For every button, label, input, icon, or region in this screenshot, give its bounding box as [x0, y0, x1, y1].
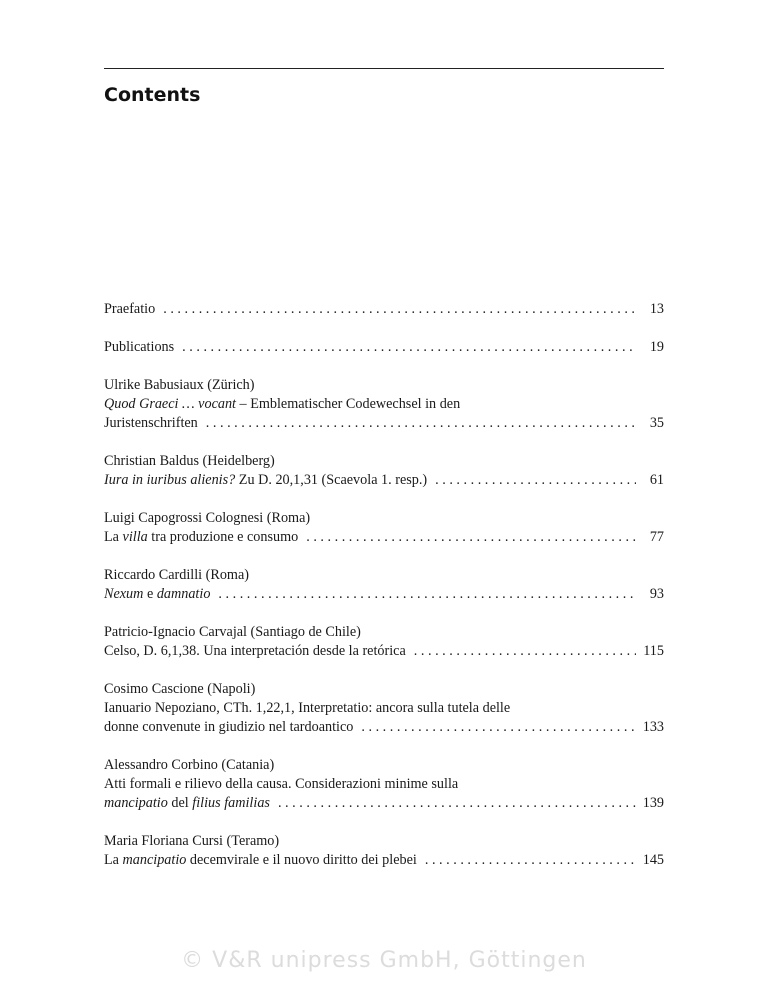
toc-title-line [104, 300, 664, 319]
dot-leader [361, 718, 636, 737]
italic-title-part: filius familias [192, 795, 270, 811]
toc-entry[interactable] [104, 338, 664, 357]
toc-page-number: 19 [649, 339, 664, 355]
dot-leader [306, 528, 636, 547]
toc-entry[interactable] [104, 623, 664, 661]
title-part: Zu D. 20,1,31 (Scaevola 1. resp.) [235, 472, 428, 488]
toc-title-line [104, 699, 664, 718]
dot-leader [206, 414, 636, 433]
toc-title [104, 338, 174, 357]
toc-page-number: 77 [649, 529, 664, 545]
toc-title [104, 642, 406, 661]
toc-page-number: 145 [642, 852, 664, 868]
title-part: Celso, D. 6,1,38. Una interpretación desde la retórica [104, 643, 406, 659]
title-part: decemvirale e il nuovo diritto dei plebei [186, 852, 417, 868]
title-part: – Emblematischer Codewechsel in den [236, 396, 461, 412]
toc-title-line [104, 395, 664, 414]
toc-title-line [104, 642, 664, 661]
title-part: Publications [104, 339, 175, 355]
dot-leader [435, 471, 636, 490]
toc-page-number: 93 [649, 586, 664, 602]
title-part: Juristenschriften [104, 415, 198, 431]
italic-title-part: Nexum [104, 586, 144, 602]
dot-leader [278, 794, 636, 813]
toc-author: Cosimo Cascione (Napoli) [104, 681, 256, 697]
toc-page-number: 115 [643, 643, 664, 659]
italic-title-part: mancipatio [104, 795, 168, 811]
toc-author: Alessandro Corbino (Catania) [104, 757, 275, 773]
toc-page-number: 61 [649, 472, 664, 488]
toc-title-line [104, 718, 664, 737]
toc-page-number: 139 [642, 795, 664, 811]
toc-title-line [104, 851, 664, 870]
toc-author: Ulrike Babusiaux (Zürich) [104, 377, 255, 393]
toc-title [104, 718, 353, 737]
toc-entry[interactable] [104, 452, 664, 490]
toc-page-number: 35 [649, 415, 664, 431]
italic-title-part: Iura in iuribus alienis? [104, 472, 236, 488]
title-part: Praefatio [104, 301, 156, 317]
dot-leader [414, 642, 636, 661]
title-part: tra produzione e consumo [147, 529, 299, 545]
toc-entry[interactable] [104, 756, 664, 813]
toc-author: Maria Floriana Cursi (Teramo) [104, 833, 280, 849]
toc-title-line [104, 528, 664, 547]
dot-leader [425, 851, 636, 870]
dot-leader [163, 300, 636, 319]
toc-title-line [104, 585, 664, 604]
table-of-contents [104, 300, 664, 870]
toc-page-number: 13 [649, 301, 664, 317]
toc-title-line [104, 775, 664, 794]
italic-title-part: villa [122, 529, 148, 545]
toc-title [104, 300, 155, 319]
toc-title-line [104, 471, 664, 490]
toc-title [104, 414, 198, 433]
toc-title [104, 851, 417, 870]
header-rule [104, 68, 664, 69]
toc-author: Luigi Capogrossi Colognesi (Roma) [104, 510, 311, 526]
dot-leader [182, 338, 636, 357]
toc-author: Riccardo Cardilli (Roma) [104, 567, 249, 583]
toc-entry[interactable] [104, 509, 664, 547]
title-part: La [104, 852, 123, 868]
toc-entry[interactable] [104, 300, 664, 319]
toc-page-number: 133 [642, 719, 664, 735]
toc-entry[interactable] [104, 376, 664, 433]
toc-entry[interactable] [104, 832, 664, 870]
toc-title-line [104, 338, 664, 357]
toc-title [104, 585, 210, 604]
toc-title [104, 528, 298, 547]
toc-author: Christian Baldus (Heidelberg) [104, 453, 275, 469]
toc-title-line [104, 414, 664, 433]
toc-entry[interactable] [104, 680, 664, 737]
title-part: e [143, 586, 157, 602]
watermark: © V&R unipress GmbH, Göttingen [181, 948, 587, 973]
italic-title-part: mancipatio [122, 852, 187, 868]
dot-leader [218, 585, 636, 604]
title-part: Ianuario Nepoziano, CTh. 1,22,1, Interpretatio: ancora sulla tutela delle [104, 700, 511, 716]
toc-author: Patricio-Ignacio Carvajal (Santiago de Chile) [104, 624, 361, 640]
toc-entry[interactable] [104, 566, 664, 604]
title-part: del [167, 795, 193, 811]
toc-title [104, 471, 427, 490]
title-part: Atti formali e rilievo della causa. Considerazioni minime sulla [104, 776, 459, 792]
page-title: Contents [104, 84, 201, 106]
toc-title-line [104, 794, 664, 813]
toc-title [104, 794, 270, 813]
title-part: La [104, 529, 123, 545]
italic-title-part: damnatio [156, 586, 211, 602]
title-part: donne convenute in giudizio nel tardoantico [104, 719, 354, 735]
italic-title-part: Quod Graeci … vocant [104, 396, 236, 412]
